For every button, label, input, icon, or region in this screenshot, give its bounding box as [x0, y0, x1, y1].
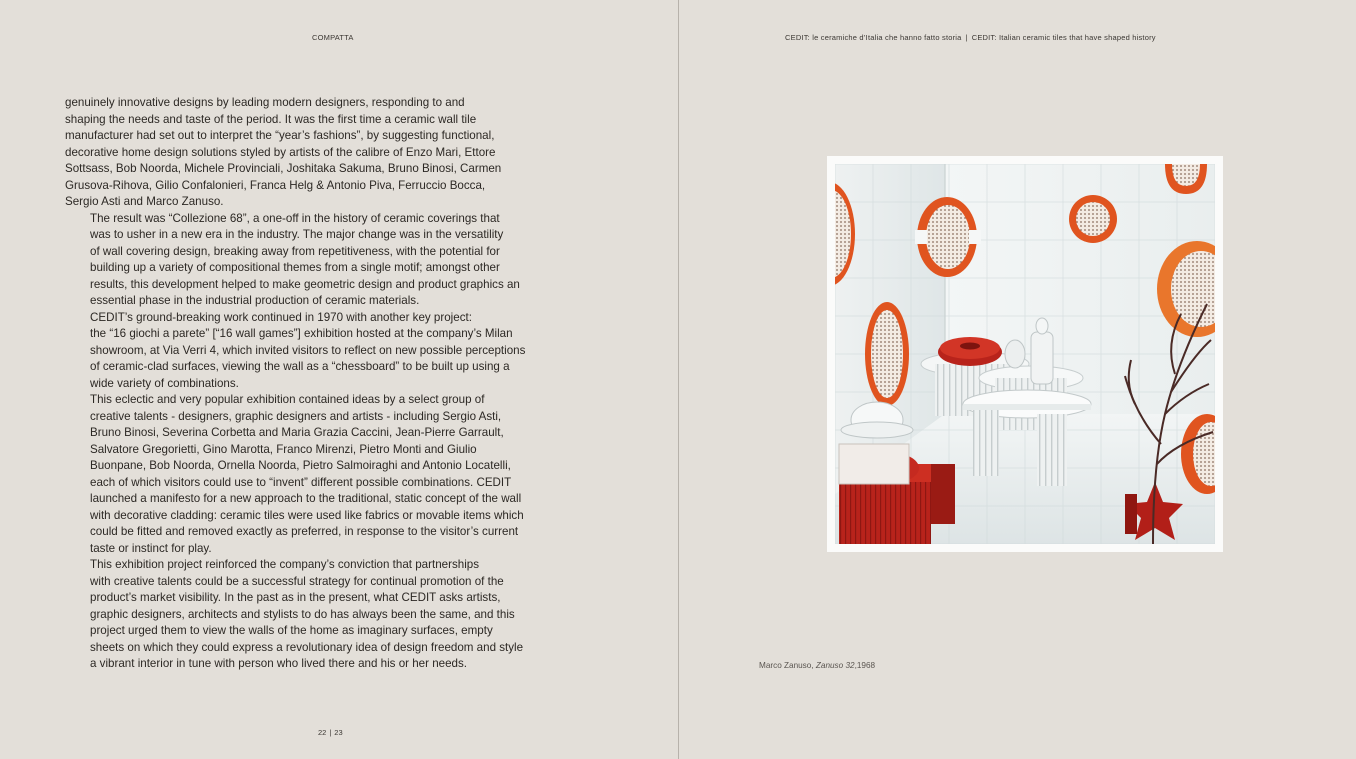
text-line: wide variety of combinations.	[90, 376, 239, 390]
text-line: product’s market visibility. In the past as in the present, what CEDIT asks artists,	[90, 591, 501, 604]
page-number-left: 22	[318, 728, 327, 737]
text-line: This eclectic and very popular exhibition contained ideas by a select group of	[90, 393, 485, 406]
body-paragraph	[65, 392, 535, 557]
text-line: launched a manifesto for a new approach to the traditional, static concept of the wall	[90, 492, 522, 505]
body-paragraph	[65, 95, 535, 211]
text-line: genuinely innovative designs by leading modern designers, responding to and	[65, 96, 465, 109]
running-head-english: CEDIT: Italian ceramic tiles that have shaped history	[971, 33, 1156, 42]
caption-year: ,1968	[854, 661, 876, 670]
text-line: sheets on which they could express a revolutionary idea of design freedom and style	[90, 640, 524, 654]
text-line: This exhibition project reinforced the company’s conviction that partnerships	[90, 558, 480, 571]
text-line: Grusova-Rihova, Gilio Confalonieri, Franca Helg & Antonio Piva, Ferruccio Bocca,	[65, 178, 486, 192]
body-paragraph	[65, 310, 535, 393]
text-line: shaping the needs and taste of the period. It was the first time a ceramic wall tile	[65, 112, 477, 126]
page-number-right: 23	[334, 728, 343, 737]
text-line: CEDIT’s ground-breaking work continued in 1970 with another key project:	[90, 310, 472, 324]
text-line: Salvatore Gregorietti, Gino Marotta, Franco Mirenzi, Pietro Monti and Giulio	[90, 442, 477, 456]
text-line: Sottsass, Bob Noorda, Michele Provinciali, Joshitaka Sakuma, Bruno Binosi, Carmen	[65, 162, 502, 175]
caption-title: Zanuso 32	[815, 661, 855, 670]
running-head-italian: CEDIT: le ceramiche d’Italia che hanno fatto storia	[785, 33, 962, 42]
text-line: taste or instinct for play.	[90, 541, 212, 555]
text-line: with decorative cladding: ceramic tiles were used like fabrics or movable items which	[90, 508, 524, 522]
text-line: essential phase in the industrial production of ceramic materials.	[90, 294, 420, 307]
text-line: results, this development helped to make geometric design and product graphics an	[90, 277, 520, 291]
text-line: showroom, at Via Verri 4, which invited visitors to reflect on new possible perceptions	[90, 343, 526, 357]
page-number-separator: |	[329, 728, 332, 737]
running-head-left: COMPATTA	[312, 33, 354, 42]
interior-photo	[835, 164, 1215, 544]
body-paragraph	[65, 557, 535, 673]
text-line: a vibrant interior in tune with person who lived there and his or her needs.	[90, 657, 468, 670]
text-line: building up a variety of compositional themes from a single motif; amongst other	[90, 261, 500, 274]
caption-author: Marco Zanuso,	[759, 661, 814, 670]
text-line: graphic designers, architects and stylists to do has always been the same, and this	[90, 607, 515, 621]
photo-frame	[827, 156, 1223, 552]
text-line: creative talents - designers, graphic designers and artists - including Sergio Asti,	[90, 409, 502, 423]
body-text	[65, 95, 535, 673]
text-line: each of which visitors could use to “invent” different possible combinations. CEDIT	[90, 475, 512, 489]
text-line: manufacturer had set out to interpret the “year’s fashions”, by suggesting functional,	[65, 129, 495, 142]
text-line: Bruno Binosi, Severina Corbetta and Maria Grazia Caccini, Jean-Pierre Garrault,	[90, 426, 504, 439]
text-line: with creative talents could be a successful strategy for continual promotion of the	[90, 574, 504, 588]
running-head-right	[785, 33, 1156, 42]
text-line: was to usher in a new era in the industry. The major change was in the versatility	[90, 228, 504, 241]
flower-motif	[865, 302, 909, 406]
text-line: of wall covering design, breaking away from repetitiveness, with the potential for	[90, 244, 500, 258]
body-paragraph	[65, 211, 535, 310]
text-line: Buonpane, Bob Noorda, Ornella Noorda, Pietro Salmoiraghi and Antonio Locatelli,	[90, 459, 511, 472]
page-numbers	[318, 728, 343, 737]
text-line: of ceramic-clad surfaces, viewing the wall as a “chessboard” to be built up using a	[90, 360, 510, 373]
right-page	[679, 0, 1356, 759]
text-line: Sergio Asti and Marco Zanuso.	[65, 195, 224, 208]
text-line: decorative home design solutions styled by artists of the calibre of Enzo Mari, Ettore	[65, 145, 496, 159]
photo-caption	[759, 661, 875, 670]
red-ceramic-ring	[938, 337, 1002, 366]
text-line: could be fitted and removed exactly as preferred, in response to the visitor’s current	[90, 525, 519, 538]
text-line: project urged them to view the walls of the home as imaginary surfaces, empty	[90, 624, 493, 637]
flower-motif	[1069, 195, 1117, 243]
text-line: The result was “Collezione 68”, a one-off in the history of ceramic coverings that	[90, 211, 500, 225]
text-line: the “16 giochi a parete” [“16 wall games”] exhibition hosted at the company’s Milan	[90, 327, 513, 340]
running-head-separator: |	[965, 33, 968, 42]
